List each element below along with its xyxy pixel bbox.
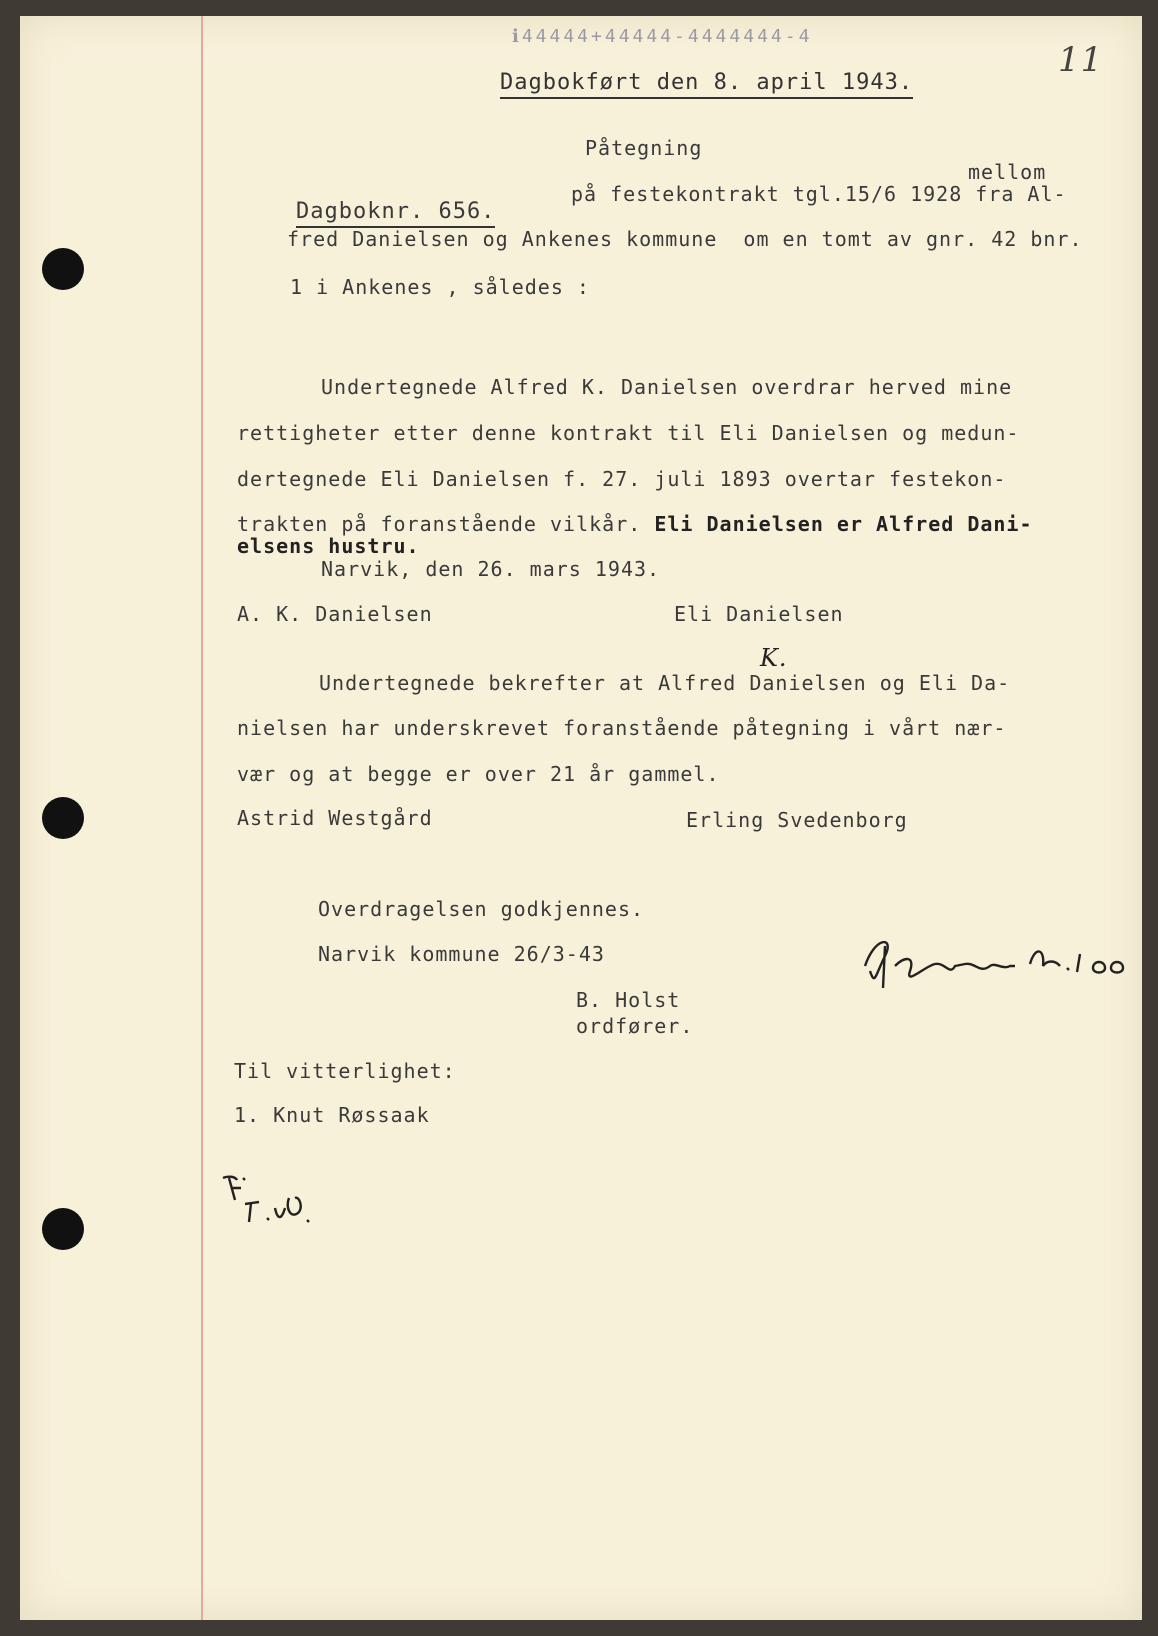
punch-hole xyxy=(42,248,84,290)
paragraph-line: nielsen har underskrevet foranstående påtegning i vårt nær- xyxy=(237,716,1007,740)
approval-line: Overdragelsen godkjennes. xyxy=(318,897,645,921)
mayor-title: ordfører. xyxy=(576,1014,694,1038)
attest-entry: 1. Knut Røssaak xyxy=(234,1103,430,1127)
margin-rule xyxy=(201,16,203,1620)
initials-mark xyxy=(215,1168,325,1232)
intro-line: 1 i Ankenes , således : xyxy=(290,275,590,299)
inserted-word: mellom xyxy=(968,160,1047,184)
paragraph-line: vær og at begge er over 21 år gammel. xyxy=(237,762,720,786)
page-number: 11 xyxy=(1058,40,1104,80)
signature-right: Eli Danielsen xyxy=(674,602,844,626)
paragraph-line: Undertegnede Alfred K. Danielsen overdrar herved mine xyxy=(321,375,1013,399)
faint-header-text: ℹ44444+44444-4444444-4 xyxy=(512,26,813,47)
paragraph-line: rettigheter etter denne kontrakt til Eli Danielsen og medun- xyxy=(237,421,1020,445)
mayor-name: B. Holst xyxy=(576,988,681,1012)
stamp-duty-text xyxy=(855,926,865,927)
paragraph-line: Undertegnede bekrefter at Alfred Danielsen og Eli Da- xyxy=(319,671,1011,695)
place-date: Narvik, den 26. mars 1943. xyxy=(321,557,661,581)
paragraph-line: dertegnede Eli Danielsen f. 27. juli 1893 overtar festekon- xyxy=(237,467,1007,491)
inserted-initial: K. xyxy=(760,644,788,672)
attest-heading: Til vitterlighet: xyxy=(234,1059,456,1083)
punch-hole xyxy=(42,1208,84,1250)
heading: Påtegning xyxy=(585,136,703,160)
intro-line: på festekontrakt tgl.15/6 1928 fra Al- xyxy=(571,182,1067,206)
journal-line: Dagbokført den 8. april 1943. xyxy=(500,70,913,95)
initials-text xyxy=(215,1168,217,1169)
stamp-duty-note xyxy=(855,926,1135,1000)
punch-hole xyxy=(42,797,84,839)
signature-left: A. K. Danielsen xyxy=(237,602,433,626)
place-date: Narvik kommune 26/3-43 xyxy=(318,942,605,966)
paragraph-line: trakten på foranstående vilkår. Eli Danielsen er Alfred Dani- xyxy=(237,512,1033,536)
intro-line: fred Danielsen og Ankenes kommune om en tomt av gnr. 42 bnr. xyxy=(287,227,1083,251)
paragraph-line: elsens hustru. xyxy=(237,534,420,558)
document-page xyxy=(20,16,1142,1620)
witness-left: Astrid Westgård xyxy=(237,806,433,830)
journal-number: Dagboknr. 656. xyxy=(296,199,495,224)
witness-right: Erling Svedenborg xyxy=(686,808,908,832)
